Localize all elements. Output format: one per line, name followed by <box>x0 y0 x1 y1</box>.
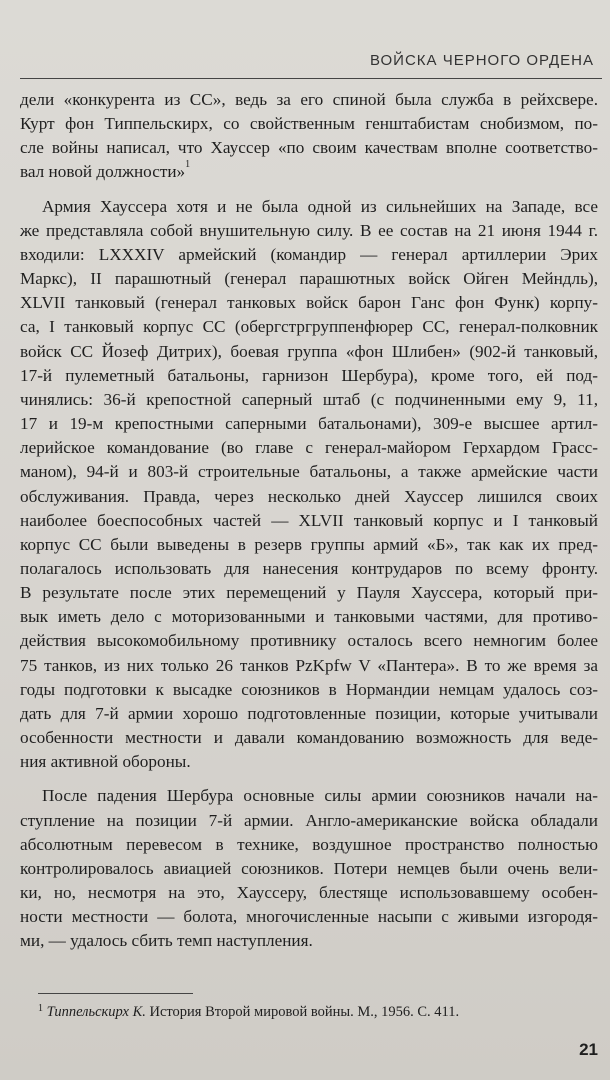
text-line: В результате после этих перемещений у Пауля Хауссера, который при- <box>20 583 598 603</box>
text-line: ступление на позиции 7-й армии. Англо-американские войска обладали <box>20 810 598 830</box>
text-line: Курт фон Типпельскирх, со свойственным генштабистам снобизмом, по- <box>20 114 598 134</box>
text-line: дать для 7-й армии хорошо подготовленные позиции, которые учитывали <box>20 703 598 723</box>
text-line: XLVII танковый (генерал танковых войск барон Ганс фон Функ) корпу- <box>20 293 598 313</box>
text-line: После падения Шербура основные силы армии союзников начали на- <box>42 786 598 806</box>
text-line: обслуживания. Правда, через несколько дней Хауссер лишился своих <box>20 486 598 506</box>
text-line: действия высокомобильному противнику осталось всего немногим более <box>20 631 598 651</box>
paragraph <box>20 195 598 775</box>
text-line: годы подготовки к высадке союзников в Нормандии немцам удалось соз- <box>20 679 598 699</box>
text-line: чинялись: 36-й крепостной саперный штаб (с подчиненными ему 9, 11, <box>20 389 598 409</box>
text-line: ности местности — болота, многочисленные насыпи с живыми изгородя- <box>20 907 598 927</box>
text-line: 17 и 19-м крепостными саперными батальонами), 309-е высшее артил- <box>20 414 598 434</box>
footnote <box>38 1004 459 1021</box>
text-line: Маркс), II парашютный (генерал парашютных войск Ойген Мейндль), <box>20 269 598 289</box>
text-line: Армия Хауссера хотя и не была одной из сильнейших на Западе, все <box>42 196 598 216</box>
text-line: вал новой должности»$^1$ <box>20 159 191 182</box>
text-line: наиболее боеспособных частей — XLVII танковый корпус и I танковый <box>20 510 598 530</box>
paragraph-gap <box>20 185 598 195</box>
running-header <box>20 48 602 79</box>
text-line: входили: LXXXIV армейский (командир — генерал артиллерии Эрих <box>20 244 598 264</box>
text-line: лерийское командование (во главе с генерал-майором Герхардом Грасс- <box>20 438 598 458</box>
footnote-divider <box>38 993 193 994</box>
text-line: ки, но, несмотря на это, Хауссеру, блестяще использовавшему особен- <box>20 883 598 902</box>
footnote-text: История Второй мировой войны. М., 1956. С. 411. <box>145 1004 460 1020</box>
text-line: маном), 94-й и 803-й строительные батальоны, а также армейские части <box>20 462 598 482</box>
text-line: вык иметь дело с моторизованными и танковыми частями, для противо- <box>20 607 598 627</box>
body-text <box>20 88 598 953</box>
page-number: 21 <box>579 1040 598 1059</box>
text-line: ми, — удалось сбить темп наступления. <box>20 931 313 951</box>
paragraph <box>20 88 598 185</box>
text-line: особенности местности и давали командованию возможность для веде- <box>20 728 598 748</box>
text-line: ния активной обороны. <box>20 752 191 772</box>
paragraph <box>20 784 598 953</box>
footnote-marker: 1 <box>38 1003 43 1014</box>
running-title: ВОЙСКА ЧЕРНОГО ОРДЕНА <box>370 52 594 69</box>
text-line: са, I танковый корпус СС (обергстргруппенфюрер СС, генерал-полковник <box>20 317 598 337</box>
text-line: полагалось использовать для нанесения контрударов по всему фронту. <box>20 558 598 578</box>
text-line: абсолютным перевесом в технике, воздушное пространство полностью <box>20 834 598 854</box>
paragraph-gap <box>20 774 598 784</box>
text-line: же представляла собой внушительную силу. В ее состав на 21 июня 1944 г. <box>20 220 598 240</box>
text-line: 75 танков, из них только 26 танков PzKpfw V «Пантера». В то же время за <box>20 655 598 675</box>
text-line: войск СС Йозеф Дитрих), боевая группа «фон Шлибен» (902-й танковый, <box>20 341 598 361</box>
text-line: сле войны написал, что Хауссер «по своим качествам вполне соответство- <box>20 138 598 158</box>
text-line: контролировалось авиацией союзников. Потери немцев были очень вели- <box>20 858 598 878</box>
text-line: 17-й пулеметный батальоны, гарнизон Шербура), кроме того, ей под- <box>20 365 598 385</box>
footnote-author: Типпельскирх К. <box>46 1004 146 1020</box>
text-line: дели «конкурента из СС», ведь за его спиной была служба в рейхсвере. <box>20 90 598 109</box>
text-line: корпус СС были выведены в резерв группы армий «Б», так как их пред- <box>20 534 598 554</box>
footnote-reference[interactable]: 1 <box>185 159 191 171</box>
